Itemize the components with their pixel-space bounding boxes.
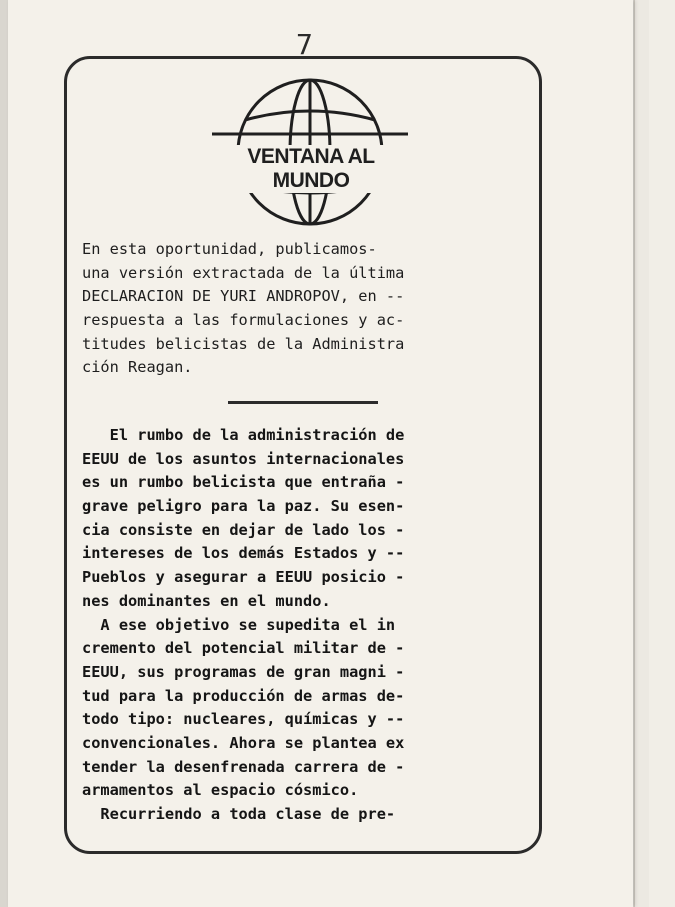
- body-line: EEUU de los asuntos internacionales: [82, 449, 405, 468]
- intro-line: titudes belicistas de la Administra: [82, 334, 405, 353]
- section-title: VENTANA AL MUNDO: [211, 145, 411, 193]
- body-line: cia consiste en dejar de lado los -: [82, 520, 405, 539]
- body-line: intereses de los demás Estados y --: [82, 544, 405, 563]
- body-line: convencionales. Ahora se plantea ex: [82, 733, 405, 752]
- body-line: es un rumbo belicista que entraña -: [82, 473, 405, 492]
- body-line: Recurriendo a toda clase de pre-: [82, 805, 396, 823]
- body-line: Pueblos y asegurar a EEUU posicio -: [82, 568, 405, 587]
- body-line: tud para la producción de armas de-: [82, 686, 405, 705]
- body-line: grave peligro para la paz. Su esen-: [82, 497, 405, 516]
- body-line: cremento del potencial militar de -: [82, 639, 405, 658]
- body-paragraph: [82, 424, 534, 827]
- body-line: todo tipo: nucleares, químicas y --: [82, 710, 405, 729]
- body-line: El rumbo de la administración de: [82, 426, 405, 444]
- intro-line: DECLARACION DE YURI ANDROPOV, en --: [82, 287, 405, 306]
- page-edge-back: [648, 0, 675, 907]
- page-number: 7: [296, 28, 313, 61]
- body-line: A ese objetivo se supedita el in: [82, 615, 396, 634]
- intro-line: una versión extractada de la última: [82, 263, 405, 282]
- intro-line: respuesta a las formulaciones y ac-: [82, 311, 405, 330]
- body-line: tender la desenfrenada carrera de -: [82, 757, 405, 776]
- body-line: armamentos al espacio cósmico.: [82, 781, 359, 800]
- body-line: nes dominantes en el mundo.: [82, 591, 331, 610]
- section-divider: [228, 401, 378, 404]
- intro-paragraph: [82, 238, 534, 380]
- page-edge-middle: [634, 0, 649, 907]
- intro-line: ción Reagan.: [82, 358, 193, 377]
- intro-line: En esta oportunidad, publicamos-: [82, 240, 377, 258]
- body-line: EEUU, sus programas de gran magni -: [82, 662, 405, 681]
